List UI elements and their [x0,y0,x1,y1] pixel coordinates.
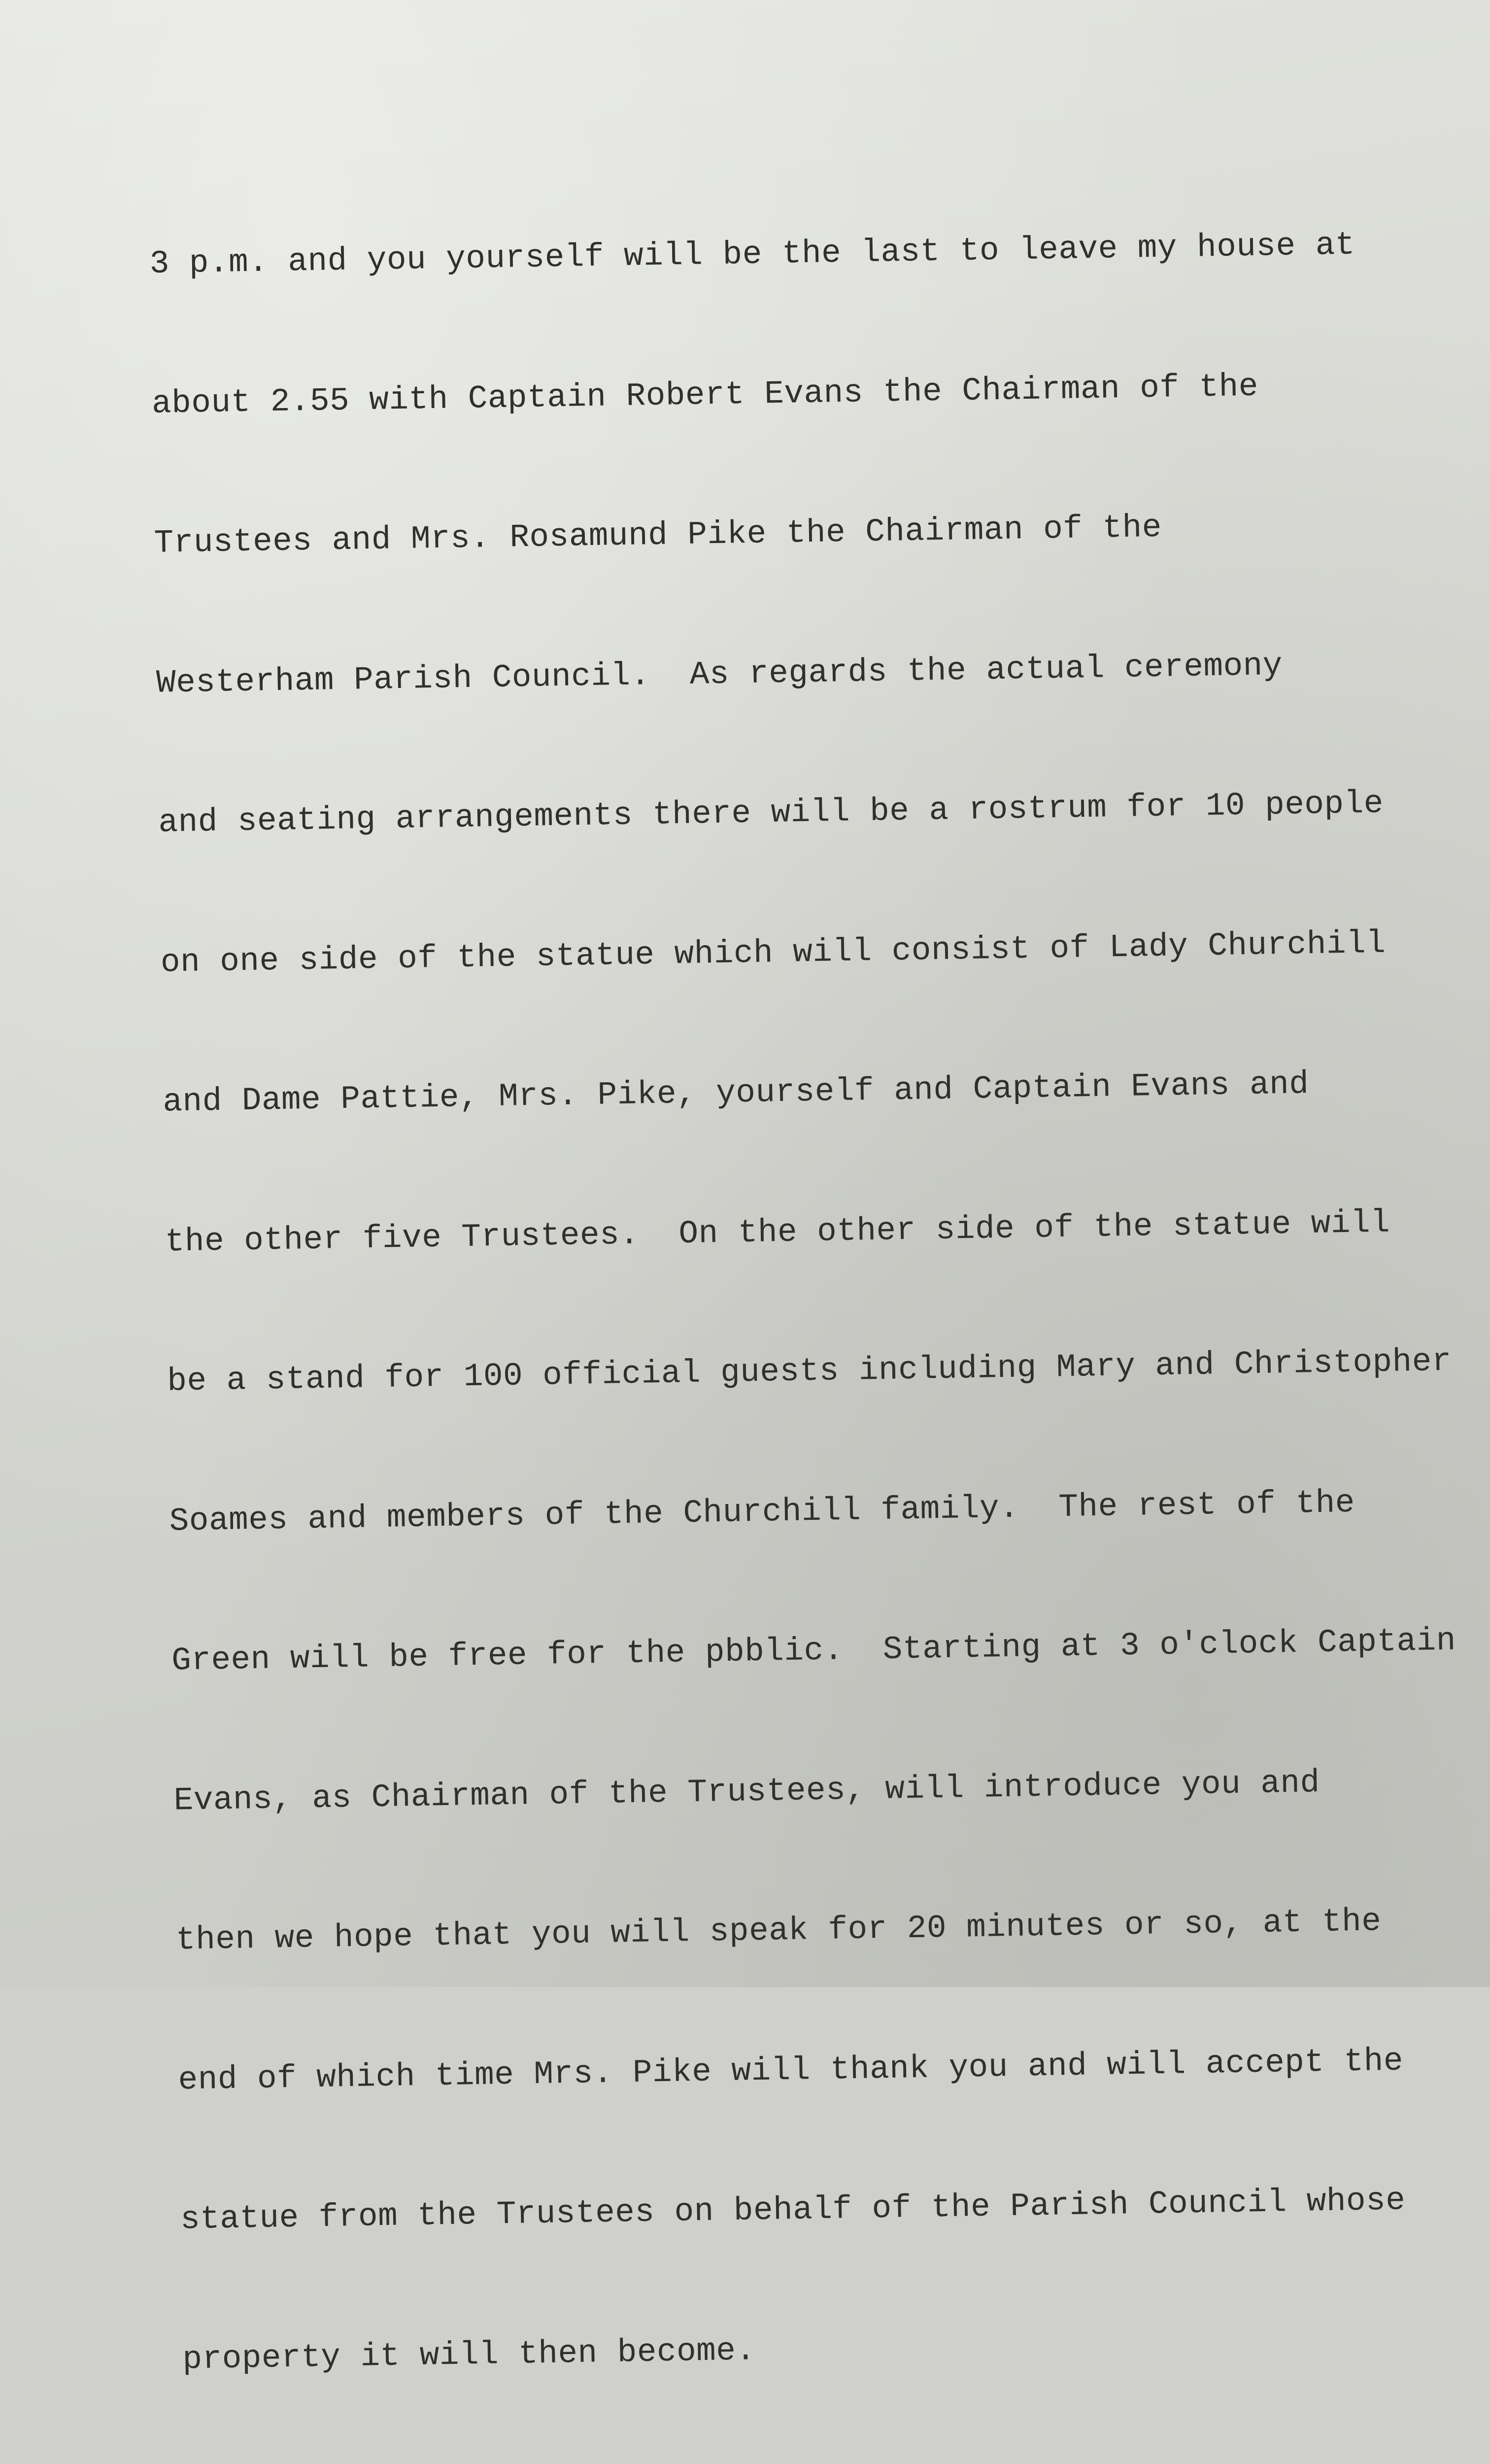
text-line: Westerham Parish Council. As regards the actual ceremony [156,647,1283,702]
text-line: statue from the Trustees on behalf of the Parish Council whose [180,2182,1406,2238]
text-line: and seating arrangements there will be a rostrum for 10 people [158,785,1384,841]
letter-body [148,128,1476,2464]
text-line: the other five Trustees. On the other side of the statue will [165,1204,1390,1261]
text-line: Trustees and Mrs. Rosamund Pike the Chairman of the [154,509,1162,562]
text-line: Evans, as Chairman of the Trustees, will introduce you and [173,1764,1321,1819]
text-line: be a stand for 100 official guests including Mary and Christopher [167,1342,1452,1400]
text-line: property it will then become. [182,2331,756,2378]
text-line: on one side of the statue which will consist of Lady Churchill [160,924,1386,981]
text-line: Green will be free for the pbblic. Starting at 3 o'clock Captain [171,1622,1456,1679]
text-line: 3 p.m. and you yourself will be the last to leave my house at [149,226,1355,282]
text-line: about 2.55 with Captain Robert Evans the Chairman of the [151,368,1259,422]
text-line: end of which time Mrs. Pike will thank you and will accept the [177,2042,1404,2099]
text-line: Soames and members of the Churchill family. The rest of the [169,1484,1355,1540]
text-line: then we hope that you will speak for 20 minutes or so, at the [175,1903,1382,1959]
text-line: and Dame Pattie, Mrs. Pike, yourself and Captain Evans and [162,1065,1309,1121]
paragraph-1 [148,128,1456,2464]
